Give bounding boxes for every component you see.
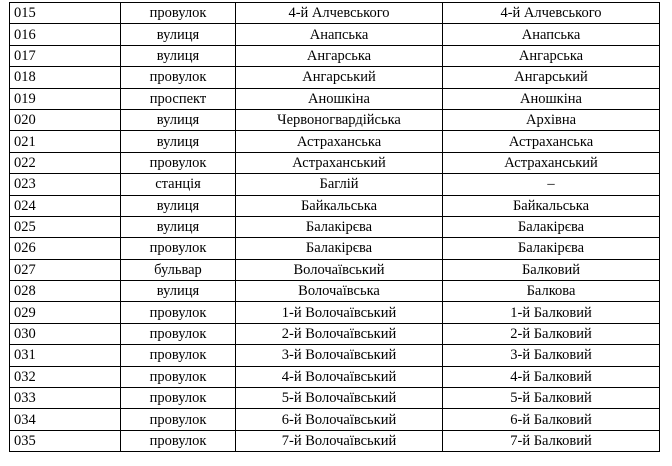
old-name-cell: 4-й Волочаївський (236, 366, 443, 387)
code-cell: 023 (10, 174, 121, 195)
new-name-cell: 7-й Балковий (443, 430, 660, 451)
type-cell: вулиця (121, 131, 236, 152)
type-cell: провулок (121, 345, 236, 366)
code-cell: 019 (10, 88, 121, 109)
code-cell: 033 (10, 388, 121, 409)
code-cell: 021 (10, 131, 121, 152)
new-name-cell: Аношкіна (443, 88, 660, 109)
old-name-cell: Ангарська (236, 45, 443, 66)
table-row (10, 67, 660, 88)
code-cell: 030 (10, 323, 121, 344)
type-cell: вулиця (121, 281, 236, 302)
new-name-cell: Балкова (443, 281, 660, 302)
type-cell: провулок (121, 152, 236, 173)
code-cell: 029 (10, 302, 121, 323)
type-cell: провулок (121, 388, 236, 409)
new-name-cell: 2-й Балковий (443, 323, 660, 344)
old-name-cell: 3-й Волочаївський (236, 345, 443, 366)
new-name-cell: 6-й Балковий (443, 409, 660, 430)
new-name-cell: Архівна (443, 109, 660, 130)
table-row (10, 345, 660, 366)
table-row (10, 409, 660, 430)
old-name-cell: Баглій (236, 174, 443, 195)
code-cell: 027 (10, 259, 121, 280)
type-cell: вулиця (121, 216, 236, 237)
old-name-cell: 2-й Волочаївський (236, 323, 443, 344)
old-name-cell: Волочаївська (236, 281, 443, 302)
new-name-cell: Ангарський (443, 67, 660, 88)
old-name-cell: Анапська (236, 24, 443, 45)
code-cell: 031 (10, 345, 121, 366)
code-cell: 016 (10, 24, 121, 45)
old-name-cell: 6-й Волочаївський (236, 409, 443, 430)
table-row (10, 131, 660, 152)
new-name-cell: Анапська (443, 24, 660, 45)
code-cell: 020 (10, 109, 121, 130)
table-row (10, 323, 660, 344)
old-name-cell: Балакірєва (236, 238, 443, 259)
type-cell: бульвар (121, 259, 236, 280)
type-cell: провулок (121, 3, 236, 24)
type-cell: провулок (121, 409, 236, 430)
table-row (10, 24, 660, 45)
old-name-cell: Ангарський (236, 67, 443, 88)
old-name-cell: Астраханська (236, 131, 443, 152)
code-cell: 028 (10, 281, 121, 302)
type-cell: провулок (121, 323, 236, 344)
document-page (9, 2, 660, 452)
code-cell: 015 (10, 3, 121, 24)
old-name-cell: Червоногвардійська (236, 109, 443, 130)
new-name-cell: 4-й Алчевського (443, 3, 660, 24)
new-name-cell: 4-й Балковий (443, 366, 660, 387)
new-name-cell: 3-й Балковий (443, 345, 660, 366)
new-name-cell: Балковий (443, 259, 660, 280)
code-cell: 022 (10, 152, 121, 173)
table-row (10, 109, 660, 130)
table-row (10, 259, 660, 280)
old-name-cell: Байкальська (236, 195, 443, 216)
code-cell: 034 (10, 409, 121, 430)
table-row (10, 366, 660, 387)
table-row (10, 302, 660, 323)
type-cell: провулок (121, 67, 236, 88)
new-name-cell: Астраханська (443, 131, 660, 152)
table-row (10, 152, 660, 173)
new-name-cell: 5-й Балковий (443, 388, 660, 409)
old-name-cell: 1-й Волочаївський (236, 302, 443, 323)
type-cell: провулок (121, 430, 236, 451)
table-row (10, 195, 660, 216)
code-cell: 018 (10, 67, 121, 88)
table-row (10, 281, 660, 302)
type-cell: провулок (121, 366, 236, 387)
old-name-cell: Балакірєва (236, 216, 443, 237)
new-name-cell: Ангарська (443, 45, 660, 66)
code-cell: 024 (10, 195, 121, 216)
new-name-cell: Байкальська (443, 195, 660, 216)
type-cell: провулок (121, 302, 236, 323)
old-name-cell: Волочаївський (236, 259, 443, 280)
old-name-cell: 4-й Алчевського (236, 3, 443, 24)
type-cell: проспект (121, 88, 236, 109)
old-name-cell: 5-й Волочаївський (236, 388, 443, 409)
type-cell: провулок (121, 238, 236, 259)
new-name-cell: – (443, 174, 660, 195)
table-row (10, 388, 660, 409)
table-body (10, 3, 660, 452)
type-cell: станція (121, 174, 236, 195)
old-name-cell: 7-й Волочаївський (236, 430, 443, 451)
table-row (10, 45, 660, 66)
street-rename-table (9, 2, 660, 452)
table-row (10, 238, 660, 259)
code-cell: 017 (10, 45, 121, 66)
type-cell: вулиця (121, 24, 236, 45)
table-row (10, 216, 660, 237)
table-row (10, 174, 660, 195)
new-name-cell: Астраханський (443, 152, 660, 173)
new-name-cell: 1-й Балковий (443, 302, 660, 323)
new-name-cell: Балакірєва (443, 216, 660, 237)
type-cell: вулиця (121, 195, 236, 216)
old-name-cell: Аношкіна (236, 88, 443, 109)
table-row (10, 430, 660, 451)
code-cell: 032 (10, 366, 121, 387)
code-cell: 025 (10, 216, 121, 237)
table-row (10, 88, 660, 109)
type-cell: вулиця (121, 109, 236, 130)
type-cell: вулиця (121, 45, 236, 66)
table-row (10, 3, 660, 24)
new-name-cell: Балакірєва (443, 238, 660, 259)
old-name-cell: Астраханський (236, 152, 443, 173)
code-cell: 035 (10, 430, 121, 451)
code-cell: 026 (10, 238, 121, 259)
